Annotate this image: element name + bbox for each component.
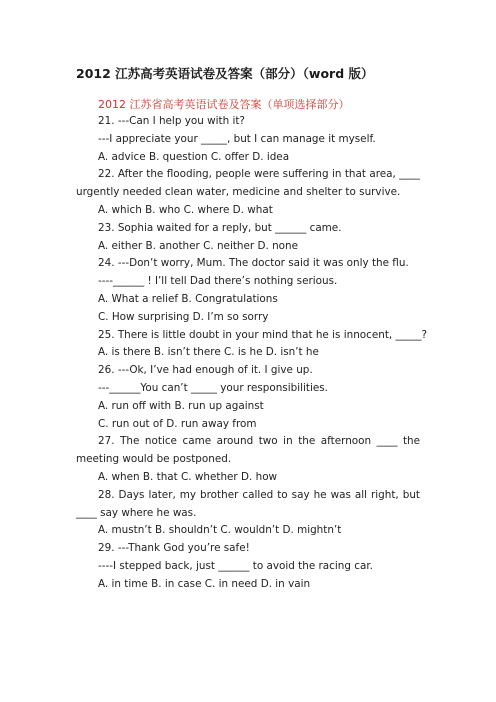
text-line: 27. The notice came around two in the afternoon ____ the meeting would be postponed. [76,435,420,466]
text-line: ----I stepped back, just ______ to avoid the racing car. [98,559,373,572]
text-line: 29. ---Thank God you’re safe! [98,542,250,555]
text-line: C. run out of D. run away from [98,417,257,430]
text-line: A. either B. another C. neither D. none [98,239,298,252]
text-line: A. when B. that C. whether D. how [98,470,278,483]
text-line: 24. ---Don’t worry, Mum. The doctor said it was only the flu. [98,257,409,270]
text-line: A. run off with B. run up against [98,399,264,412]
text-line: 21. ---Can I help you with it? [98,115,245,127]
text-line: C. How surprising D. I’m so sorry [98,310,269,323]
text-line: 26. ---Ok, I’ve had enough of it. I give up. [98,364,313,377]
text-line: A. mustn’t B. shouldn’t C. wouldn’t D. mightn’t [98,524,342,537]
text-line: A. is there B. isn’t there C. is he D. isn’t he [98,346,319,359]
text-line: 23. Sophia waited for a reply, but ______ came. [98,221,342,234]
text-line: A. advice B. question C. offer D. idea [98,150,290,163]
text-line: ---I appreciate your _____, but I can manage it myself. [98,132,376,145]
text-line: A. which B. who C. where D. what [98,203,273,216]
text-line: ----______ ! I’ll tell Dad there’s nothing serious. [98,275,338,288]
text-line: 22. After the flooding, people were suffering in that area, ____ urgently needed clean water, medicine and shelter to survive. [76,168,420,199]
text-line: 28. Days later, my brother called to say he was all right, but ____ say where he was. [76,488,420,519]
document-title: 2012 江苏高考英语试卷及答案（部分）（word 版） [76,66,374,81]
document-body [76,113,428,594]
text-line: A. in time B. in case C. in need D. in vain [98,577,311,590]
text-line: 25. There is little doubt in your mind that he is innocent, _____? [98,328,428,341]
section-subtitle: 2012 江苏省高考英语试卷及答案（单项选择部分） [98,98,350,111]
text-line: A. What a relief B. Congratulations [98,292,278,305]
text-line: ---______You can’t _____ your responsibilities. [98,381,328,394]
